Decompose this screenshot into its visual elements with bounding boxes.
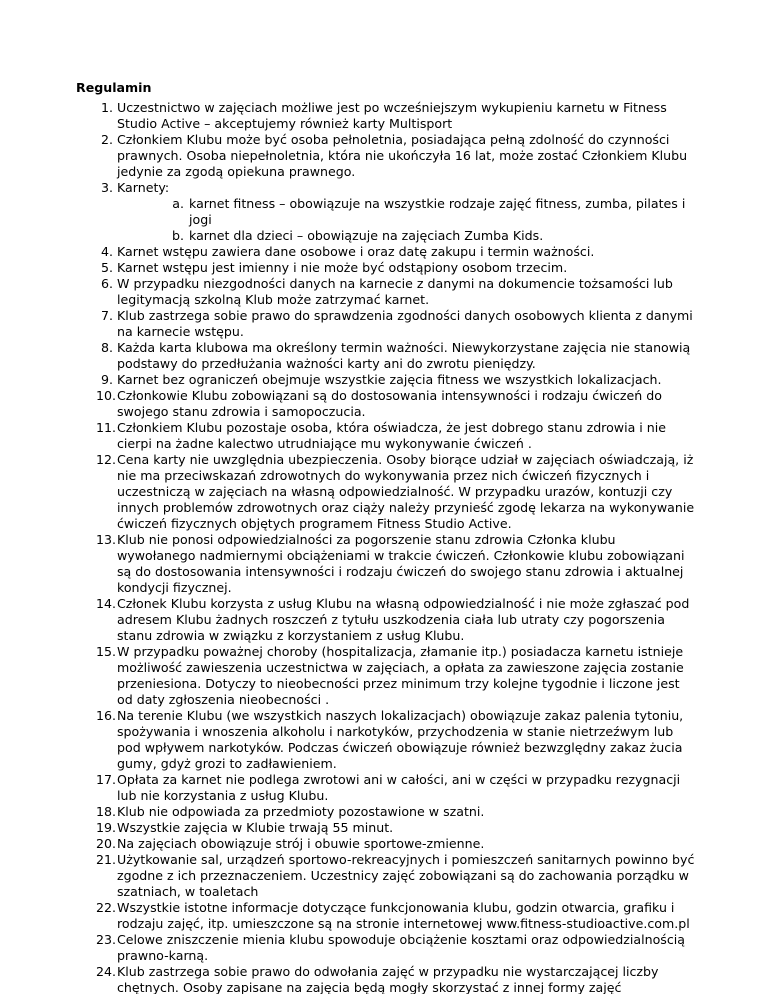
- list-item: [76, 308, 696, 340]
- list-item: [76, 180, 696, 244]
- item-number: 12.: [95, 452, 116, 467]
- item-number: 11.: [95, 420, 116, 435]
- item-text: W przypadku poważnej choroby (hospitalizacja, złamanie itp.) posiadacza karnetu istnieje możliwość zawieszenia uczestnictwa w zajęciach, a opłata za zawieszone zajęcia zostanie przeniesiona. Dotyczy to nieobecności przez minimum trzy kolejne tygodnie i liczone jest od daty zgłoszenia nieobecności .: [117, 644, 684, 707]
- list-item: [76, 900, 696, 932]
- item-text: Karnet wstępu zawiera dane osobowe i oraz datę zakupu i termin ważności.: [117, 244, 595, 259]
- item-number: 21.: [95, 852, 116, 867]
- item-text: Uczestnictwo w zajęciach możliwe jest po wcześniejszym wykupieniu karnetu w Fitness Studio Active – akceptujemy również karty Multisport: [117, 100, 667, 131]
- item-text: Każda karta klubowa ma określony termin ważności. Niewykorzystane zajęcia nie stanowią podstawy do przedłużania ważności karty ani do zwrotu pieniędzy.: [117, 340, 691, 371]
- document-title: Regulamin: [76, 80, 152, 95]
- item-text: W przypadku niezgodności danych na karnecie z danymi na dokumencie tożsamości lub legitymacją szkolną Klub może zatrzymać karnet.: [117, 276, 673, 307]
- item-number: 14.: [95, 596, 116, 611]
- item-content: [117, 180, 696, 244]
- item-number: 2.: [100, 132, 113, 147]
- item-text: Klub zastrzega sobie prawo do sprawdzenia zgodności danych osobowych klienta z danymi na karnecie wstępu.: [117, 308, 693, 339]
- list-item: [76, 276, 696, 308]
- item-text: Celowe zniszczenie mienia klubu spowoduje obciążenie kosztami oraz odpowiedzialnością prawno-karną.: [117, 932, 685, 963]
- list-item: [76, 532, 696, 596]
- item-number: 24.: [95, 964, 116, 979]
- item-text: Członkiem Klubu może być osoba pełnoletnia, posiadająca pełną zdolność do czynności prawnych. Osoba niepełnoletnia, która nie ukończyła 16 lat, może zostać Członkiem Klubu jedynie za zgodą opiekuna prawnego.: [117, 132, 688, 179]
- item-number: 19.: [95, 820, 116, 835]
- item-text: Cena karty nie uwzględnia ubezpieczenia. Osoby biorące udział w zajęciach oświadczają, iż nie ma przeciwskazań zdrowotnych do wykonywania przez nich ćwiczeń fizycznych i uczestniczą w zajęciach na własną odpowiedzialność. W przypadku urazów, kontuzji czy innych problemów zdrowotnych oraz ciąży należy przynieść zgodę lekarza na wykonywanie ćwiczeń fizycznych objętych programem Fitness Studio Active.: [117, 452, 695, 531]
- item-number: 8.: [100, 340, 113, 355]
- item-text: Członkowie Klubu zobowiązani są do dostosowania intensywności i rodzaju ćwiczeń do swojego stanu zdrowia i samopoczucia.: [117, 388, 662, 419]
- item-text: Klub nie odpowiada za przedmioty pozostawione w szatni.: [117, 804, 485, 819]
- list-item: [76, 932, 696, 964]
- item-text: Wszystkie istotne informacje dotyczące funkcjonowania klubu, godzin otwarcia, grafiku i rodzaju zajęć, itp. umieszczone są na stronie internetowej www.fitness-studioactive.com.pl: [117, 900, 690, 931]
- item-number: 15.: [95, 644, 116, 659]
- list-item: [76, 836, 696, 852]
- item-text: Karnety:: [117, 180, 170, 195]
- item-number: 4.: [100, 244, 113, 259]
- list-item: [76, 852, 696, 900]
- list-item: [76, 420, 696, 452]
- item-number: 22.: [95, 900, 116, 915]
- list-item: [76, 132, 696, 180]
- item-number: 5.: [100, 260, 113, 275]
- karnety-sublist: [117, 196, 696, 244]
- list-item: [76, 820, 696, 836]
- list-item: [76, 372, 696, 388]
- list-item: [76, 452, 696, 532]
- subitem-text: karnet fitness – obowiązuje na wszystkie rodzaje zajęć fitness, zumba, pilates i jogi: [189, 196, 686, 227]
- sublist-item: [117, 196, 696, 228]
- sublist-item: [117, 228, 696, 244]
- item-text: Członkiem Klubu pozostaje osoba, która oświadcza, że jest dobrego stanu zdrowia i nie cierpi na żadne kalectwo utrudniające mu wykonywanie ćwiczeń .: [117, 420, 667, 451]
- item-text: Karnet wstępu jest imienny i nie może być odstąpiony osobom trzecim.: [117, 260, 568, 275]
- list-item: [76, 100, 696, 132]
- list-item: [76, 772, 696, 804]
- list-item: [76, 596, 696, 644]
- item-text: Opłata za karnet nie podlega zwrotowi ani w całości, ani w części w przypadku rezygnacji lub nie korzystania z usług Klubu.: [117, 772, 681, 803]
- list-item: [76, 708, 696, 772]
- item-number: 23.: [95, 932, 116, 947]
- subitem-text: karnet dla dzieci – obowiązuje na zajęciach Zumba Kids.: [189, 228, 544, 243]
- item-number: 3.: [100, 180, 113, 195]
- list-item: [76, 244, 696, 260]
- list-item: [76, 964, 696, 994]
- subitem-letter: a.: [172, 196, 184, 211]
- rules-list: [76, 100, 696, 994]
- item-number: 9.: [100, 372, 113, 387]
- item-number: 17.: [95, 772, 116, 787]
- list-item: [76, 388, 696, 420]
- item-text: Użytkowanie sal, urządzeń sportowo-rekreacyjnych i pomieszczeń sanitarnych powinno być zgodne z ich przeznaczeniem. Uczestnicy zajęć zobowiązani są do zachowania porządku w szatniach, w toaletach: [117, 852, 695, 899]
- list-item: [76, 260, 696, 276]
- item-text: Klub nie ponosi odpowiedzialności za pogorszenie stanu zdrowia Członka klubu wywołanego nadmiernymi obciążeniami w trakcie ćwiczeń. Członkowie klubu zobowiązani są do dostosowania intensywności i rodzaju ćwiczeń do swojego stanu zdrowia i aktualnej kondycji fizycznej.: [117, 532, 685, 595]
- item-number: 20.: [95, 836, 116, 851]
- item-number: 13.: [95, 532, 116, 547]
- list-item: [76, 804, 696, 820]
- item-number: 7.: [100, 308, 113, 323]
- item-number: 1.: [100, 100, 113, 115]
- item-number: 18.: [95, 804, 116, 819]
- item-text: Na terenie Klubu (we wszystkich naszych lokalizacjach) obowiązuje zakaz palenia tytoniu, spożywania i wnoszenia alkoholu i narkotyków, przychodzenia w stanie nietrzeźwym lub pod wpływem narkotyków. Podczas ćwiczeń obowiązuje również bezwzględny zakaz żucia gumy, gdyż grozi to zadławieniem.: [117, 708, 684, 771]
- item-text: Członek Klubu korzysta z usług Klubu na własną odpowiedzialność i nie może zgłaszać pod adresem Klubu żadnych roszczeń z tytułu uszkodzenia ciała lub utraty czy pogorszenia stanu zdrowia w związku z korzystaniem z usług Klubu.: [117, 596, 690, 643]
- subitem-letter: b.: [172, 228, 184, 243]
- list-item: [76, 644, 696, 708]
- item-text: Klub zastrzega sobie prawo do odwołania zajęć w przypadku nie wystarczającej liczby chętnych. Osoby zapisane na zajęcia będą mogły skorzystać z innej formy zajęć: [117, 964, 659, 994]
- item-text: Na zajęciach obowiązuje strój i obuwie sportowe-zmienne.: [117, 836, 485, 851]
- item-number: 16.: [95, 708, 116, 723]
- item-text: Wszystkie zajęcia w Klubie trwają 55 minut.: [117, 820, 394, 835]
- item-number: 6.: [100, 276, 113, 291]
- item-text: Karnet bez ograniczeń obejmuje wszystkie zajęcia fitness we wszystkich lokalizacjach.: [117, 372, 662, 387]
- list-item: [76, 340, 696, 372]
- item-number: 10.: [95, 388, 116, 403]
